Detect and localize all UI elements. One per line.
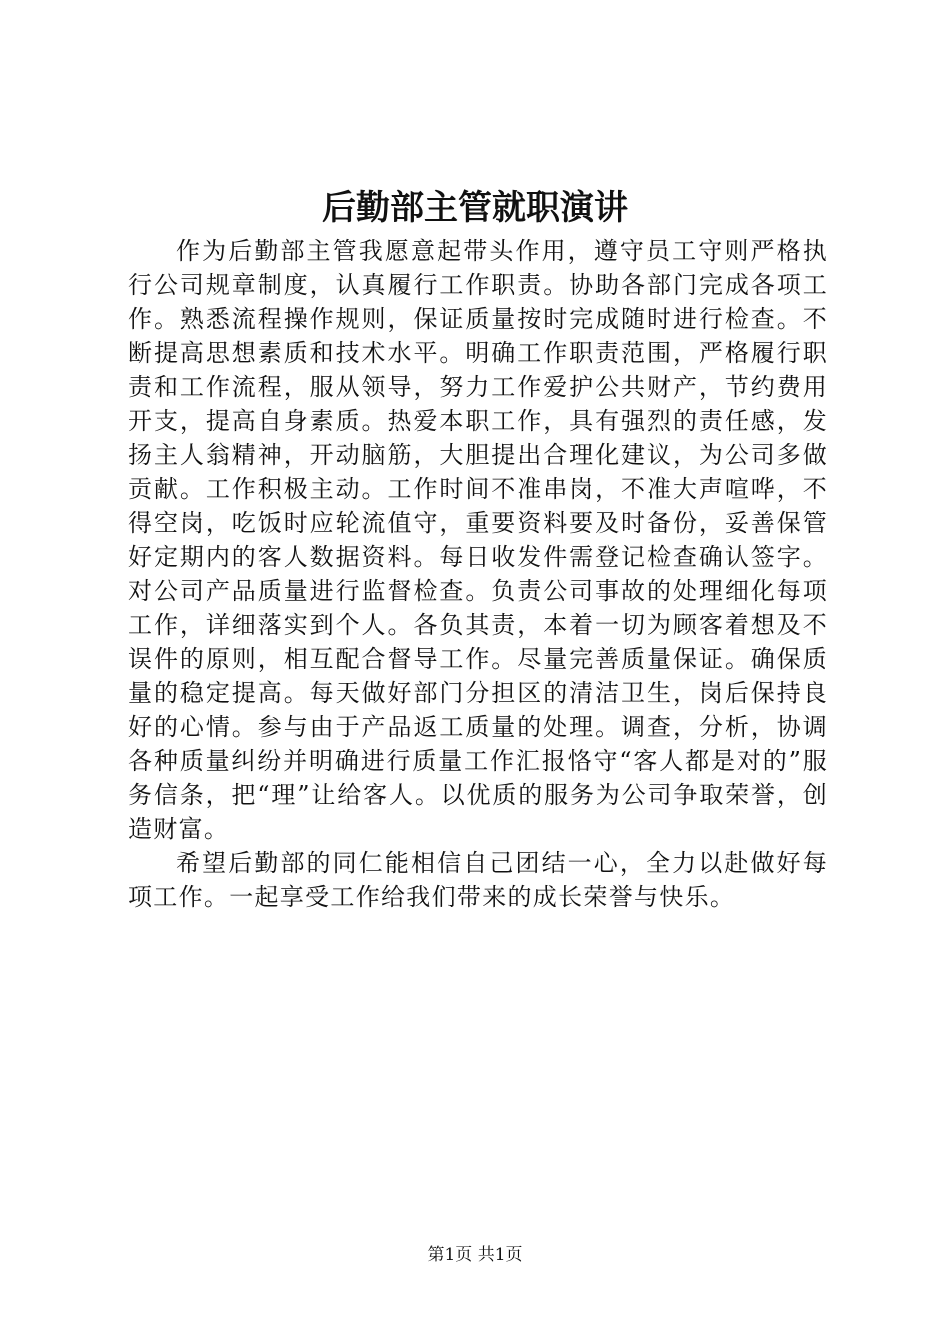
body-paragraph-1: 作为后勤部主管我愿意起带头作用，遵守员工守则严格执行公司规章制度，认真履行工作职责。协助各部门完成各项工作。熟悉流程操作规则，保证质量按时完成随时进行检查。不断提高思想素质和技术水平。明确工作职责范围，严格履行职责和工作流程，服从领导，努力工作爱护公共财产，节约费用开支，提高自身素质。热爱本职工作，具有强烈的责任感，发扬主人翁精神，开动脑筋，大胆提出合理化建议，为公司多做贡献。工作积极主动。工作时间不准串岗，不准大声喧哗，不得空岗，吃饭时应轮流值守，重要资料要及时备份，妥善保管好定期内的客人数据资料。每日收发件需登记检查确认签字。对公司产品质量进行监督检查。负责公司事故的处理细化每项工作，详细落实到个人。各负其责，本着一切为顾客着想及不误件的原则，相互配合督导工作。尽量完善质量保证。确保质量的稳定提高。每天做好部门分担区的清洁卫生，岗后保持良好的心情。参与由于产品返工质量的处理。调查，分析，协调各种质量纠纷并明确进行质量工作汇报恪守“客人都是对的”服务信条，把“理”让给客人。以优质的服务为公司争取荣誉，创造财富。 bbox=[128, 237, 828, 843]
document-title: 后勤部主管就职演讲 bbox=[322, 188, 628, 228]
page-footer: 第1页 共1页 bbox=[427, 1245, 523, 1265]
document-body bbox=[128, 234, 828, 914]
body-paragraph-2: 希望后勤部的同仁能相信自己团结一心，全力以赴做好每项工作。一起享受工作给我们带来的成长荣誉与快乐。 bbox=[128, 849, 828, 911]
